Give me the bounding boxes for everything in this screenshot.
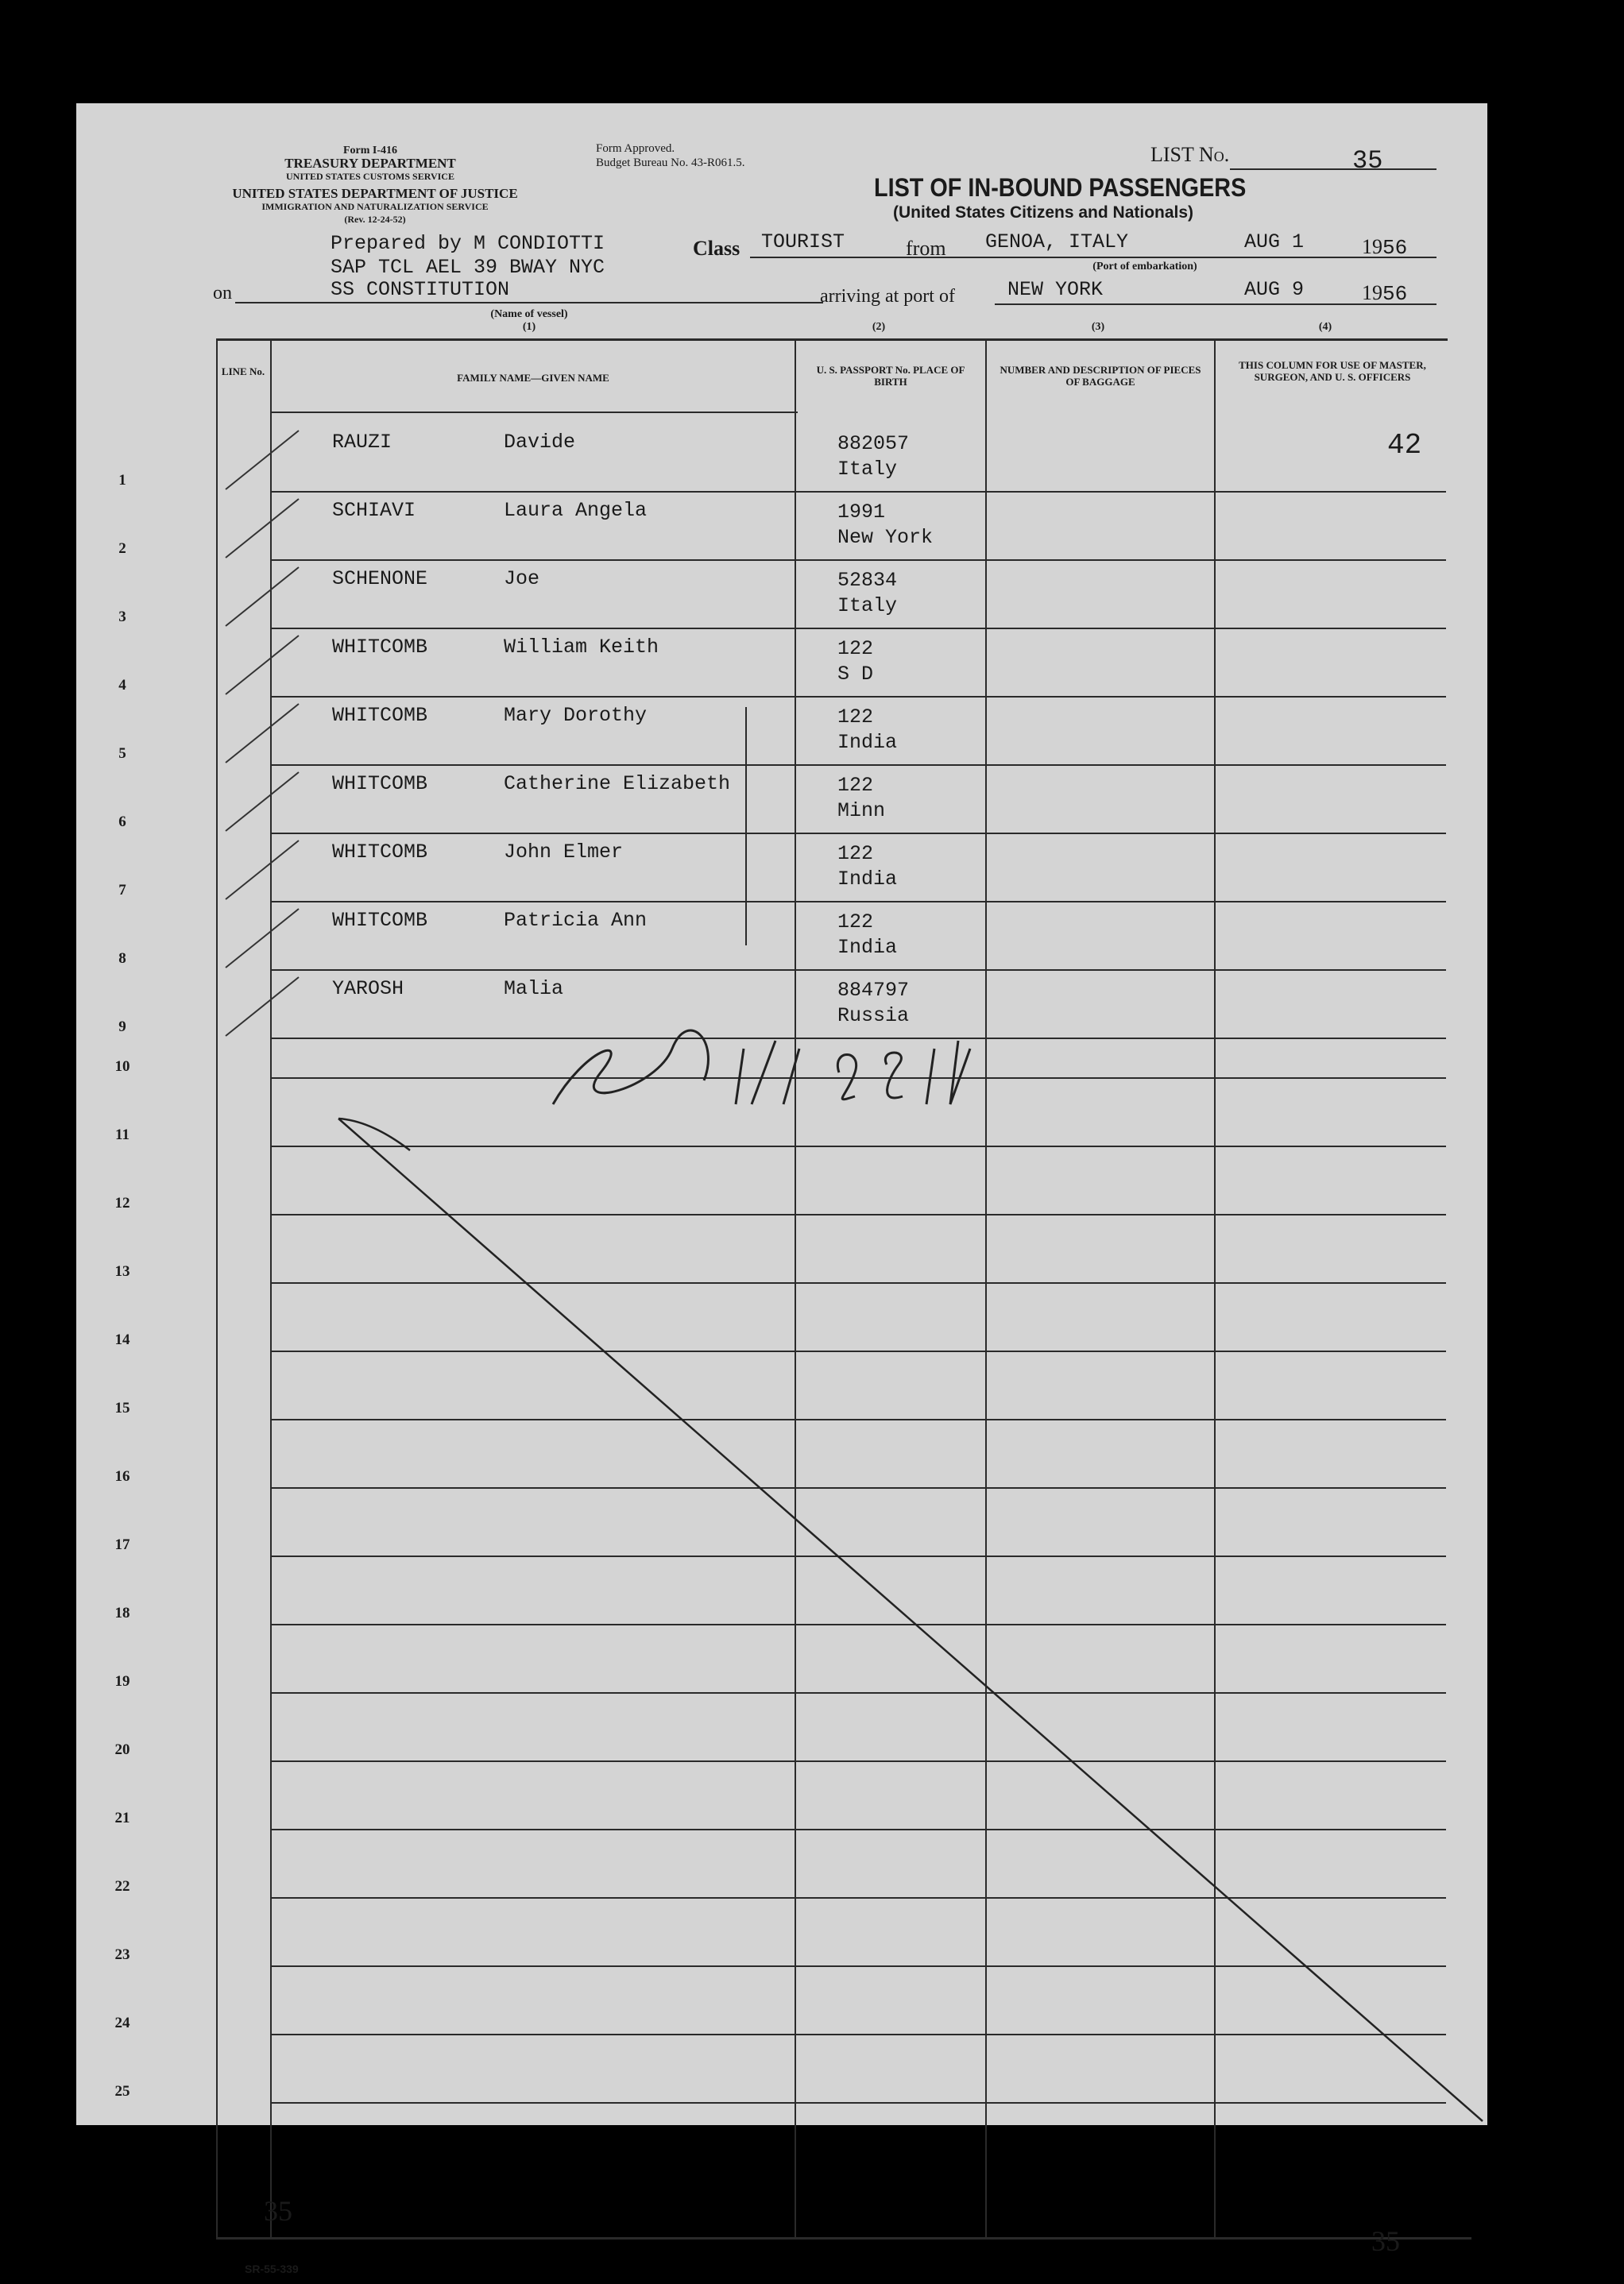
line-number: 2 <box>118 540 126 557</box>
col1-number: (1) <box>522 321 536 333</box>
given-name: Davide <box>504 431 576 454</box>
col4-number: (4) <box>1318 321 1332 333</box>
family-name: SCHENONE <box>332 567 428 590</box>
depart-year: 56 <box>1382 236 1408 260</box>
list-no-label: LIST No. <box>1150 143 1230 166</box>
line-number: 19 <box>114 1673 130 1690</box>
arrive-year-prefix: 19 <box>1362 281 1382 304</box>
birth-place: S D <box>837 663 874 686</box>
passport-number: 122 <box>837 910 874 933</box>
passport-number: 122 <box>837 705 874 728</box>
prepared-by: Prepared by M CONDIOTTI <box>331 232 605 255</box>
budget-number: Budget Bureau No. 43-R061.5. <box>596 157 745 169</box>
given-name: Catherine Elizabeth <box>504 772 731 795</box>
line-number: 1 <box>118 472 126 489</box>
line-number: 20 <box>114 1741 130 1758</box>
passport-number: 122 <box>837 774 874 797</box>
depart-year-prefix: 19 <box>1362 235 1382 258</box>
birth-place: India <box>837 731 898 754</box>
given-name: Laura Angela <box>504 499 648 522</box>
list-number: 35 <box>1352 146 1383 176</box>
agent-address: SAP TCL AEL 39 BWAY NYC <box>331 256 605 279</box>
line-number: 9 <box>118 1018 126 1035</box>
vessel-caption: (Name of vessel) <box>490 308 568 320</box>
revision-label: (Rev. 12-24-52) <box>344 214 406 225</box>
from-label: from <box>906 237 946 260</box>
col3-number: (3) <box>1091 321 1105 333</box>
given-name: Mary Dorothy <box>504 704 648 727</box>
family-name: RAUZI <box>332 431 392 454</box>
birth-place: India <box>837 868 898 891</box>
column-header-line: LINE No. <box>221 365 265 377</box>
cancel-strike-line <box>76 103 1487 2125</box>
class-label: Class <box>693 237 740 260</box>
passport-number: 884797 <box>837 979 910 1002</box>
line-number: 13 <box>114 1263 130 1280</box>
vessel-name: SS CONSTITUTION <box>331 278 510 301</box>
family-name: WHITCOMB <box>332 909 428 932</box>
birth-place: Russia <box>837 1004 910 1027</box>
line-number: 3 <box>118 609 126 625</box>
line-number: 11 <box>115 1127 130 1143</box>
passport-number: 122 <box>837 637 874 660</box>
justice-label: UNITED STATES DEPARTMENT OF JUSTICE <box>232 186 518 201</box>
line-number: 7 <box>118 882 126 899</box>
line-number: 6 <box>118 814 126 830</box>
line-number: 17 <box>114 1536 130 1553</box>
class-value: TOURIST <box>761 230 845 253</box>
form-sheet <box>76 103 1487 2275</box>
column-header-baggage: NUMBER AND DESCRIPTION OF PIECES OF BAGGAGE <box>1000 364 1201 388</box>
given-name: John Elmer <box>504 841 624 864</box>
form-subtitle: (United States Citizens and Nationals) <box>893 203 1194 222</box>
ins-label: IMMIGRATION AND NATURALIZATION SERVICE <box>261 201 489 212</box>
birth-place: India <box>837 936 898 959</box>
birth-place: New York <box>837 526 934 549</box>
arrival-port: NEW YORK <box>1007 278 1104 301</box>
page-number-right: 35 <box>1371 2225 1400 2257</box>
line-number: 22 <box>114 1878 130 1895</box>
family-name: WHITCOMB <box>332 636 428 659</box>
line-number: 8 <box>118 950 126 967</box>
line-number: 14 <box>114 1331 130 1348</box>
line-number: 21 <box>114 1810 130 1826</box>
passport-number: 122 <box>837 842 874 865</box>
family-name: SCHIAVI <box>332 499 416 522</box>
family-name: WHITCOMB <box>332 841 428 864</box>
line-number: 12 <box>114 1195 130 1212</box>
given-name: Malia <box>504 977 564 1000</box>
passport-number: 882057 <box>837 432 910 455</box>
column-header-officers: THIS COLUMN FOR USE OF MASTER, SURGEON, AND U. S. OFFICERS <box>1239 359 1426 383</box>
customs-label: UNITED STATES CUSTOMS SERVICE <box>286 171 454 182</box>
arriving-label: arriving at port of <box>820 286 955 307</box>
passport-number: 1991 <box>837 500 886 524</box>
arrival-date: AUG 9 <box>1244 278 1305 301</box>
page-number-left: 35 <box>264 2195 292 2227</box>
line-number: 16 <box>114 1468 130 1485</box>
passport-number: 52834 <box>837 569 898 592</box>
line-number: 24 <box>114 2015 130 2031</box>
form-code: SR-55-339 <box>245 2263 299 2275</box>
col2-number: (2) <box>872 321 886 333</box>
family-name: WHITCOMB <box>332 704 428 727</box>
form-approved: Form Approved. <box>596 142 675 155</box>
line-number: 25 <box>114 2083 130 2100</box>
column-header-passport: U. S. PASSPORT No. PLACE OF BIRTH <box>816 364 965 388</box>
line-number: 23 <box>114 1946 130 1963</box>
given-name: Patricia Ann <box>504 909 648 932</box>
line-number: 10 <box>114 1058 130 1075</box>
form-number: Form I-416 <box>342 145 398 157</box>
family-name: WHITCOMB <box>332 772 428 795</box>
arrive-year: 56 <box>1382 282 1408 306</box>
embark-caption: (Port of embarkation) <box>1092 261 1197 272</box>
family-name: YAROSH <box>332 977 404 1000</box>
on-label: on <box>213 283 232 303</box>
line-number: 15 <box>114 1400 130 1416</box>
form-title: LIST OF IN-BOUND PASSENGERS <box>874 173 1247 202</box>
line-number: 18 <box>114 1605 130 1621</box>
birth-place: Italy <box>837 594 898 617</box>
given-name: Joe <box>504 567 540 590</box>
embark-port: GENOA, ITALY <box>985 230 1129 253</box>
birth-place: Minn <box>837 799 886 822</box>
birth-place: Italy <box>837 458 898 481</box>
column-header-name: FAMILY NAME—GIVEN NAME <box>457 372 609 384</box>
depart-date: AUG 1 <box>1244 230 1305 253</box>
line-number: 4 <box>118 677 126 694</box>
treasury-label: TREASURY DEPARTMENT <box>284 156 456 171</box>
given-name: William Keith <box>504 636 659 659</box>
officer-mark: 42 <box>1387 429 1422 462</box>
line-number: 5 <box>118 745 126 762</box>
